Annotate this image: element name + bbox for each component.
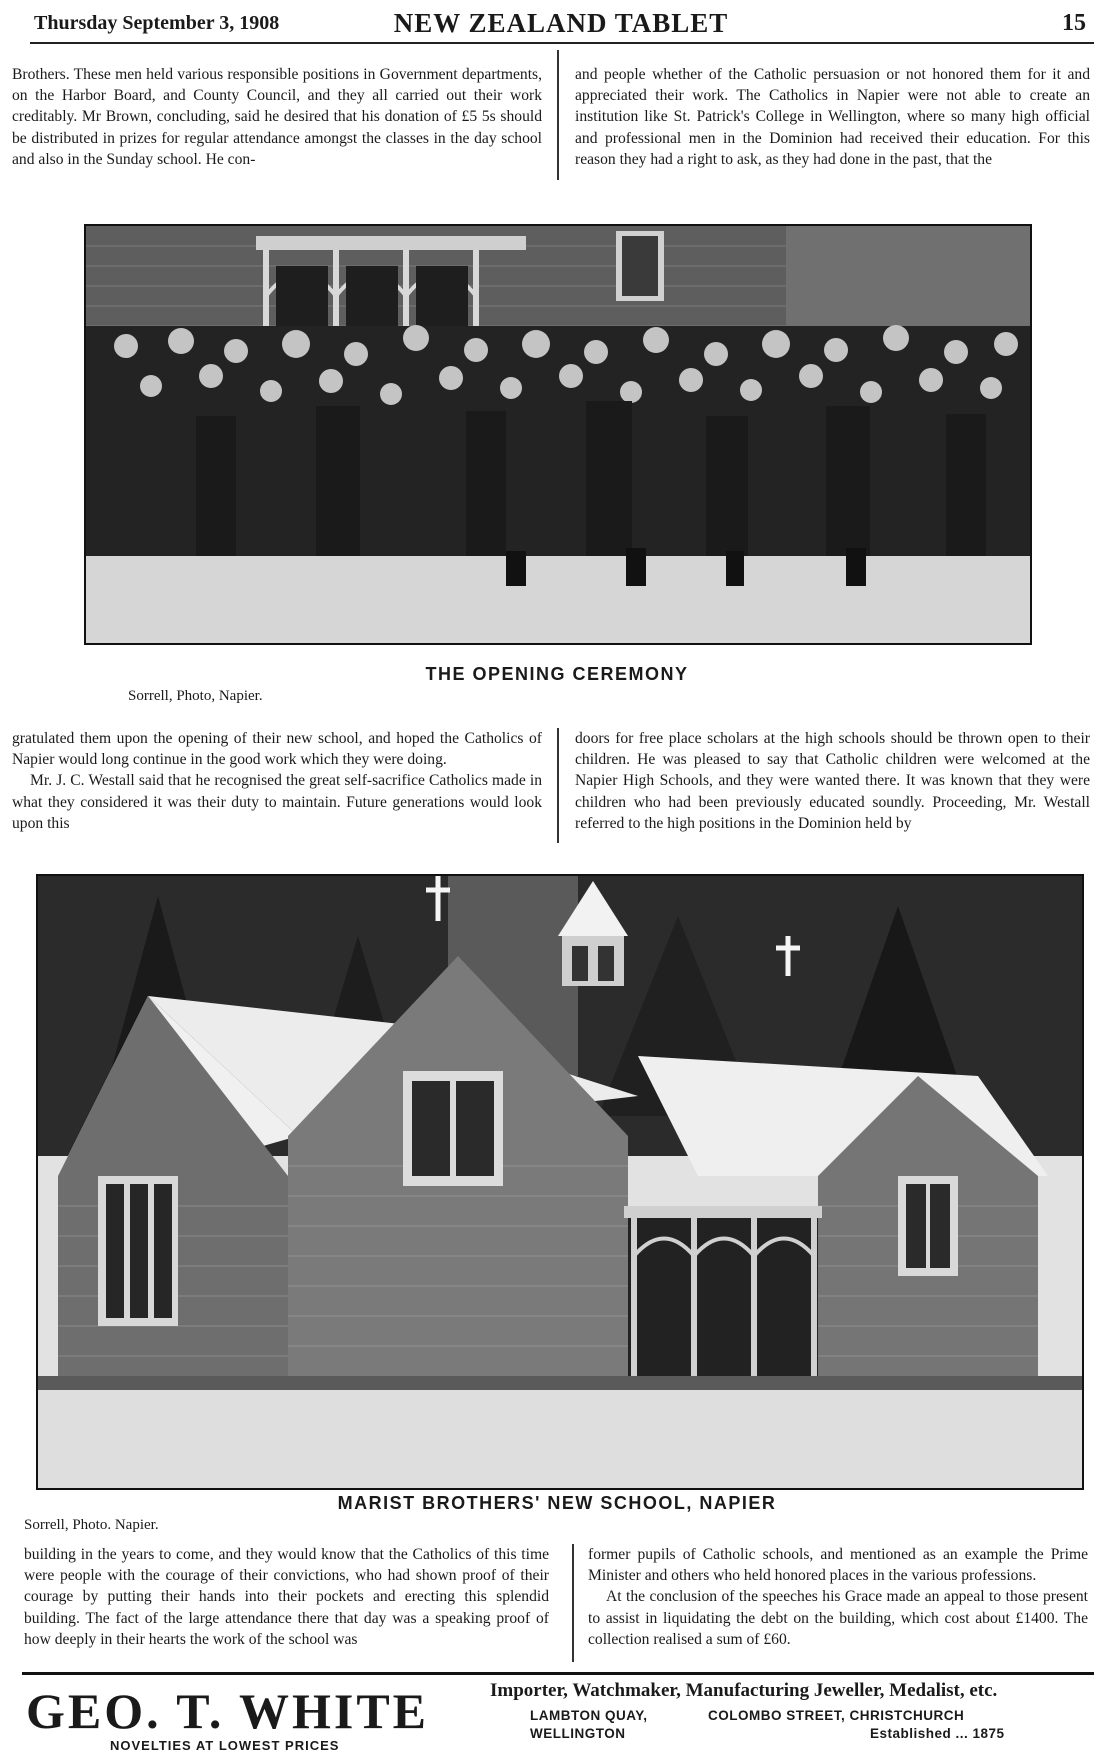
paragraph: and people whether of the Catholic persuasion or not honored them for it and appreciated their work. The Catholics in Napier were not able to create an institution like St. Patrick's College in Wellington, where so many high official and professional men in the Dominion had received their education. For this reason they had a right to ask, as they had done in the past, that the (575, 66, 1090, 168)
established-year: Established ... 1875 (870, 1726, 1005, 1741)
paragraph: doors for free place scholars at the high schools should be thrown open to their children. He was pleased to say that Catholic children were welcomed at the Napier High Schools, and they were wanted there. It was known that they were children who had been previously educated soundly. Proceeding, Mr. Westall referred to the high positions in the Dominion held by (575, 730, 1090, 832)
bottom-right-column (588, 1544, 1088, 1650)
school-building-photo (36, 874, 1084, 1490)
paragraph: At the conclusion of the speeches his Grace made an appeal to those present to assist in liquidating the debt on the building, which cost about £1400. The collection realised a sum of £60. (588, 1588, 1088, 1648)
bottom-left-column (24, 1544, 549, 1650)
address-wellington-street: LAMBTON QUAY, (530, 1708, 648, 1723)
middle-right-column (575, 728, 1090, 834)
address-christchurch: COLOMBO STREET, CHRISTCHURCH (708, 1708, 965, 1723)
advertisement-rule (22, 1672, 1094, 1675)
paragraph: building in the years to come, and they would know that the Catholics of this time were people with the courage of their convictions, who had shown proof of their courage by putting their hands into their pockets and erecting this splendid building. The fact of the large attendance there that day was a speaking proof of how deeply in their hearts the work of the school was (24, 1546, 549, 1648)
opening-ceremony-photo (84, 224, 1032, 645)
paragraph: Brothers. These men held various responsible positions in Government departments, on the Harbor Board, and County Council, and they all carried out their work creditably. Mr Brown, concluding, said he desired that his donation of £5 5s should be distributed in prizes for regular attendance amongst the classes in the day school and also in the Sunday school. He con- (12, 66, 542, 168)
column-divider (557, 728, 559, 843)
photo-caption: MARIST BROTHERS' NEW SCHOOL, NAPIER (337, 1493, 777, 1513)
top-left-column (12, 64, 542, 170)
paragraph: gratulated them upon the opening of their new school, and hoped the Catholics of Napier would long continue in the good work which they were doing. (12, 730, 542, 769)
column-divider (557, 50, 559, 180)
page-number: 15 (1062, 10, 1086, 36)
advertiser-name: GEO. T. WHITE (26, 1683, 430, 1739)
middle-left-column (12, 728, 542, 834)
photo-credit: Sorrell, Photo. Napier. (24, 1517, 159, 1533)
masthead-rule (30, 42, 1094, 44)
advertiser-tagline: NOVELTIES AT LOWEST PRICES (110, 1738, 340, 1753)
advertiser-services: Importer, Watchmaker, Manufacturing Jeweller, Medalist, etc. (490, 1680, 998, 1701)
newspaper-title: NEW ZEALAND TABLET (393, 8, 729, 38)
photo-caption: THE OPENING CEREMONY (425, 664, 689, 684)
address-wellington-city: WELLINGTON (530, 1726, 626, 1741)
crowd-image (86, 226, 1030, 643)
issue-date: Thursday September 3, 1908 (34, 12, 280, 34)
column-divider (572, 1544, 574, 1662)
paragraph: Mr. J. C. Westall said that he recognised the great self-sacrifice Catholics made in what they considered it was their duty to maintain. Future generations would look upon this (12, 772, 542, 832)
school-building-image (38, 876, 1082, 1488)
top-right-column (575, 64, 1090, 170)
paragraph: former pupils of Catholic schools, and mentioned as an example the Prime Minister and others who held honored places in the various professions. (588, 1546, 1088, 1585)
masthead (28, 6, 1094, 42)
photo-credit: Sorrell, Photo, Napier. (128, 688, 263, 704)
